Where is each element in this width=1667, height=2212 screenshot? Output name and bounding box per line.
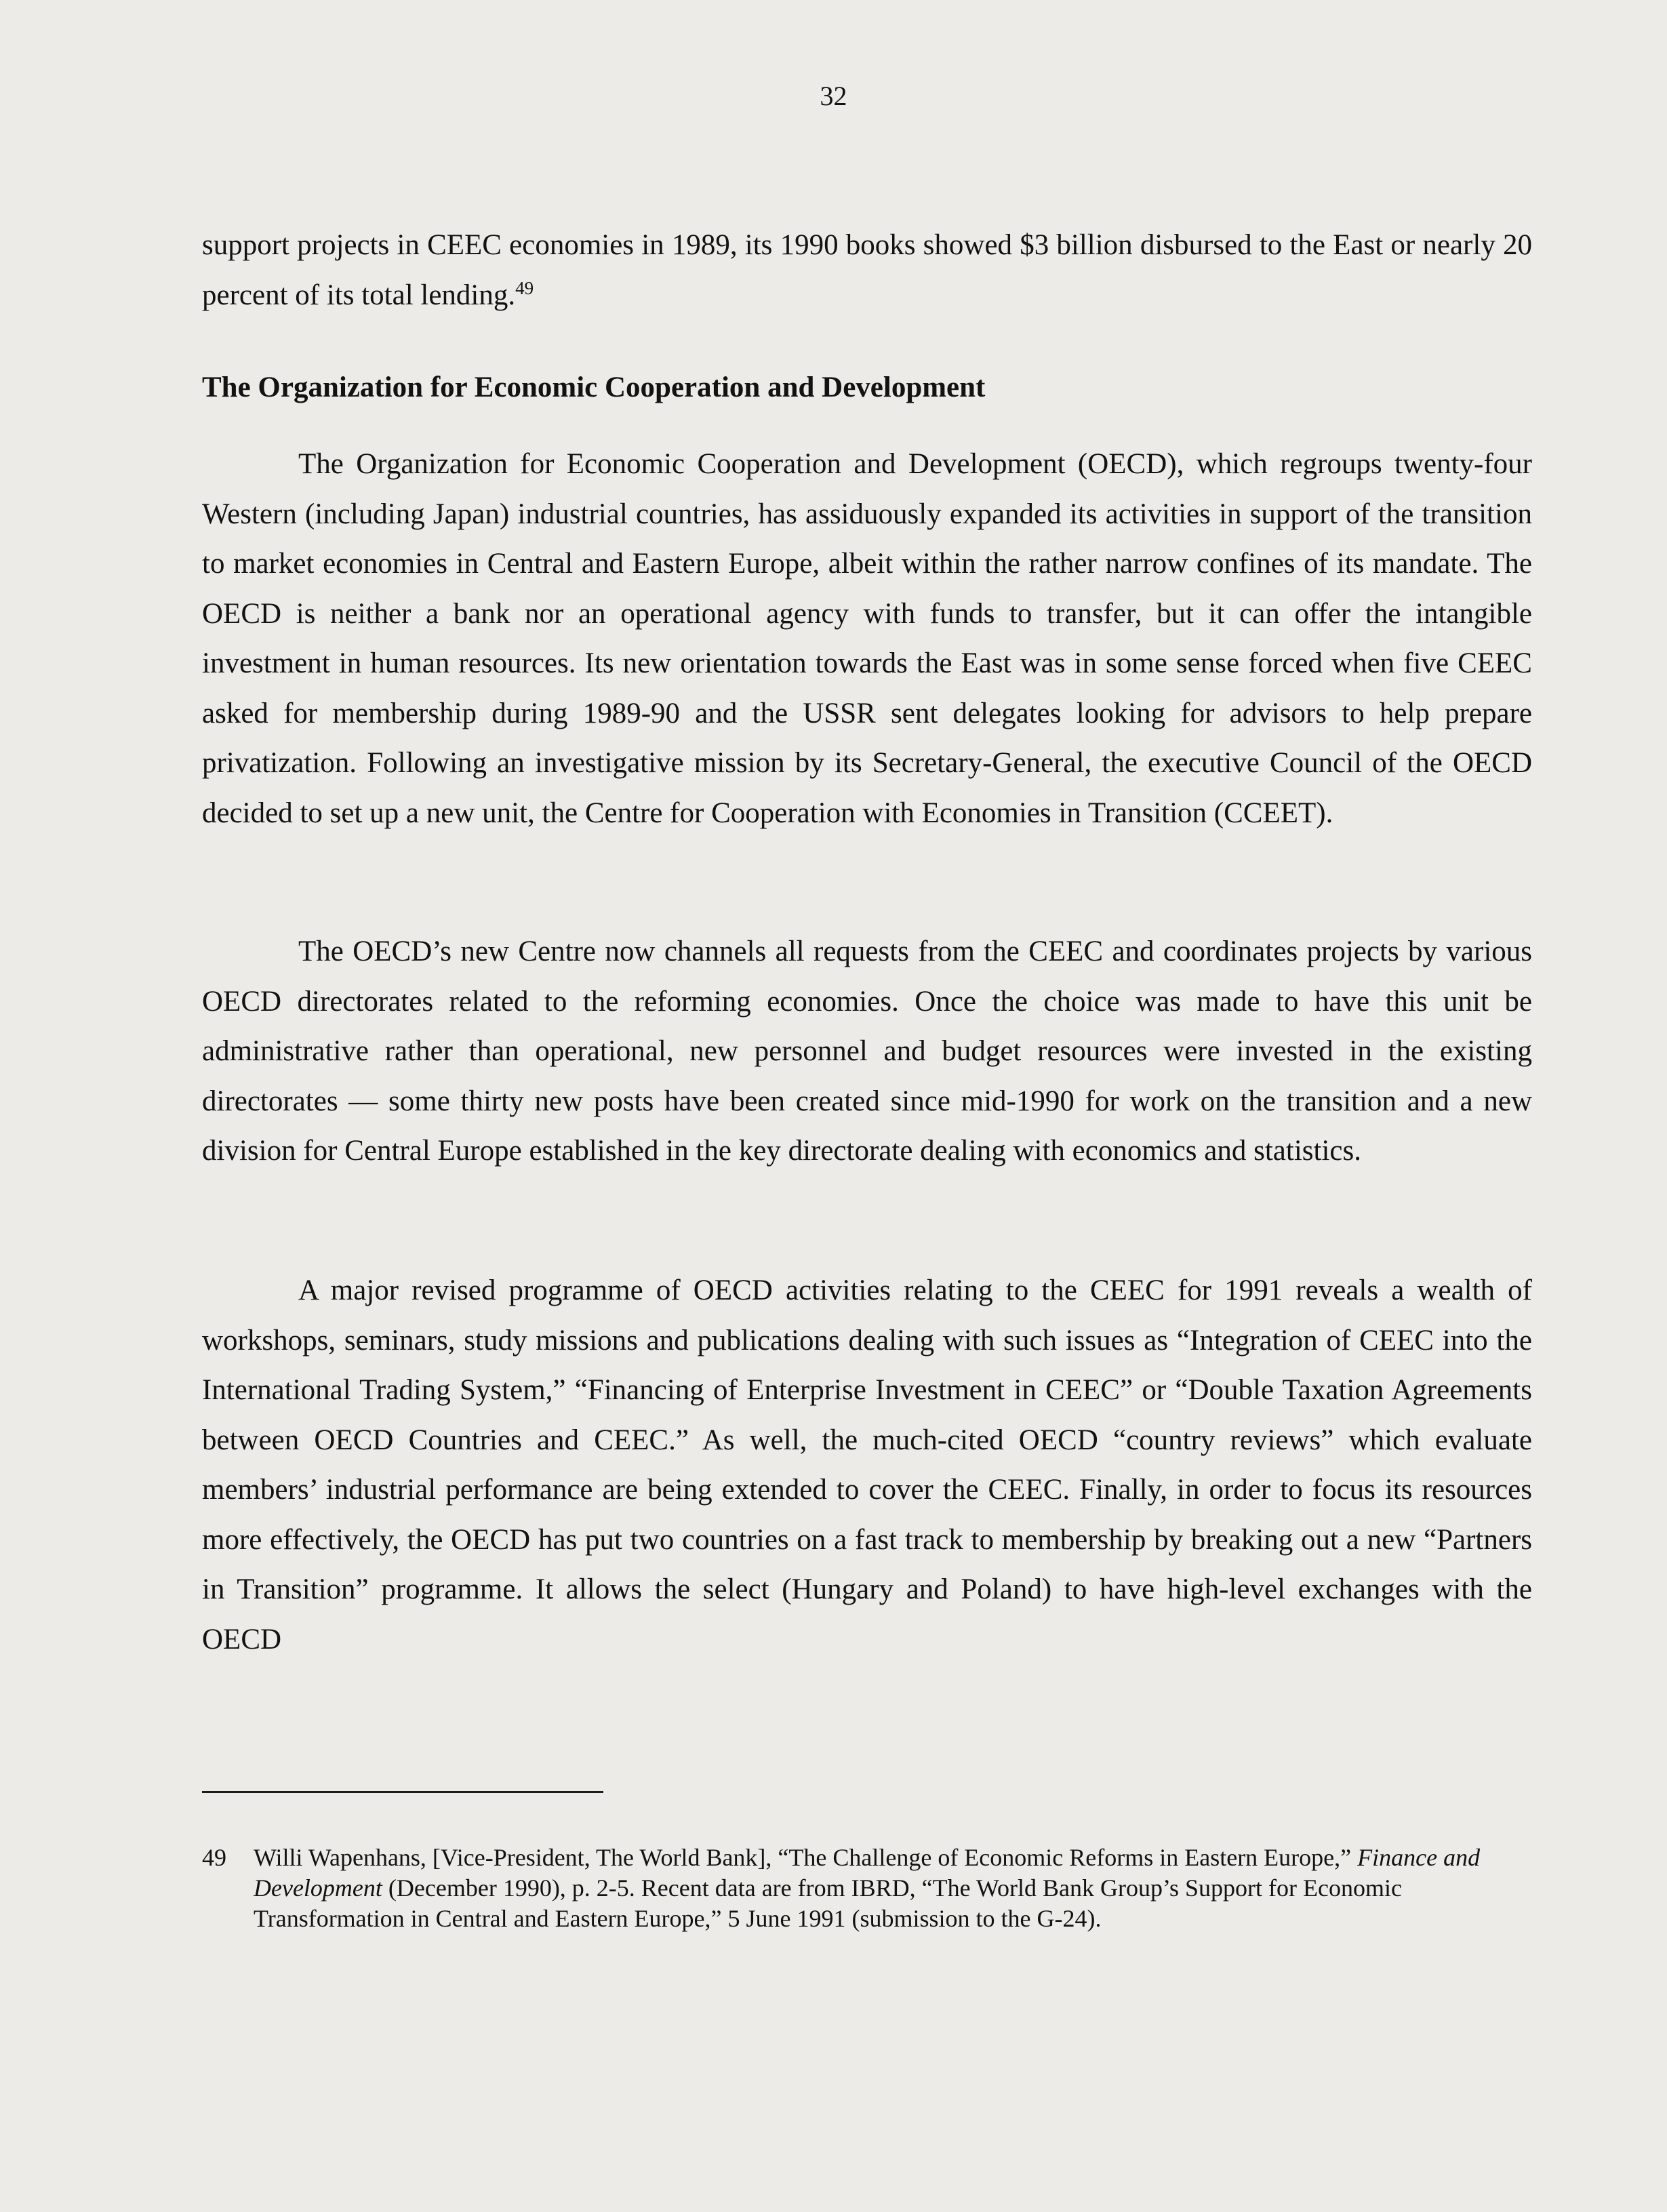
paragraph-2: The Organization for Economic Cooperation and Development (OECD), which regroups twenty-four Western (including Japan) industrial countries, has assiduously expanded its activities in support of the transition to market economies in Central and Eastern Europe, albeit within the rather narrow confines of its mandate. The OECD is neither a bank nor an operational agency with funds to transfer, but it can offer the intangible investment in human resources. Its new orientation towards the East was in some sense forced when five CEEC asked for membership during 1989-90 and the USSR sent delegates looking for advisors to help prepare privatization. Following an investigative mission by its Secretary-General, the executive Council of the OECD decided to set up a new unit, the Centre for Cooperation with Economies in Transition (CCEET). (202, 448, 1532, 829)
section-heading: The Organization for Economic Cooperation and Development (202, 371, 986, 403)
footnote-text (254, 1843, 1531, 1934)
footnote-text-part-2: (December 1990), p. 2-5. Recent data are from IBRD, “The World Bank Group’s Support for Economic Transformation in Central and Eastern Europe,” 5 June 1991 (submission to the G-24). (254, 1874, 1402, 1932)
footnote-publication-title: Finance and Development (254, 1844, 1481, 1902)
footnote-number: 49 (202, 1844, 226, 1871)
footnote (202, 1843, 1531, 1934)
paragraph-4: A major revised programme of OECD activities relating to the CEEC for 1991 reveals a wealth of workshops, seminars, study missions and publications dealing with such issues as “Integration of CEEC into the International Trading System,” “Financing of Enterprise Investment in CEEC” or “Double Taxation Agreements between OECD Countries and CEEC.” As well, the much-cited OECD “country reviews” which evaluate members’ industrial performance are being extended to cover the CEEC. Finally, in order to focus its resources more effectively, the OECD has put two countries on a fast track to membership by breaking out a new “Partners in Transition” programme. It allows the select (Hungary and Poland) to have high-level exchanges with the OECD (202, 1274, 1532, 1655)
paragraph-1-text: support projects in CEEC economies in 1989, its 1990 books showed $3 billion disbursed to the East or nearly 20 percent of its total lending. (202, 229, 1532, 311)
paragraph-1 (202, 220, 1532, 320)
paragraph-3: The OECD’s new Centre now channels all requests from the CEEC and coordinates projects by various OECD directorates related to the reforming economies. Once the choice was made to have this unit be administrative rather than operational, new personnel and budget resources were invested in the existing directorates — some thirty new posts have been created since mid-1990 for work on the transition and a new division for Central Europe established in the key directorate dealing with economics and statistics. (202, 936, 1532, 1167)
footnote-reference[interactable]: 49 (515, 277, 534, 298)
page-number: 32 (820, 81, 847, 111)
footnote-divider (202, 1791, 603, 1793)
footnote-text-part-1: Willi Wapenhans, [Vice-President, The World Bank], “The Challenge of Economic Reforms in Eastern Europe,” (254, 1844, 1358, 1871)
